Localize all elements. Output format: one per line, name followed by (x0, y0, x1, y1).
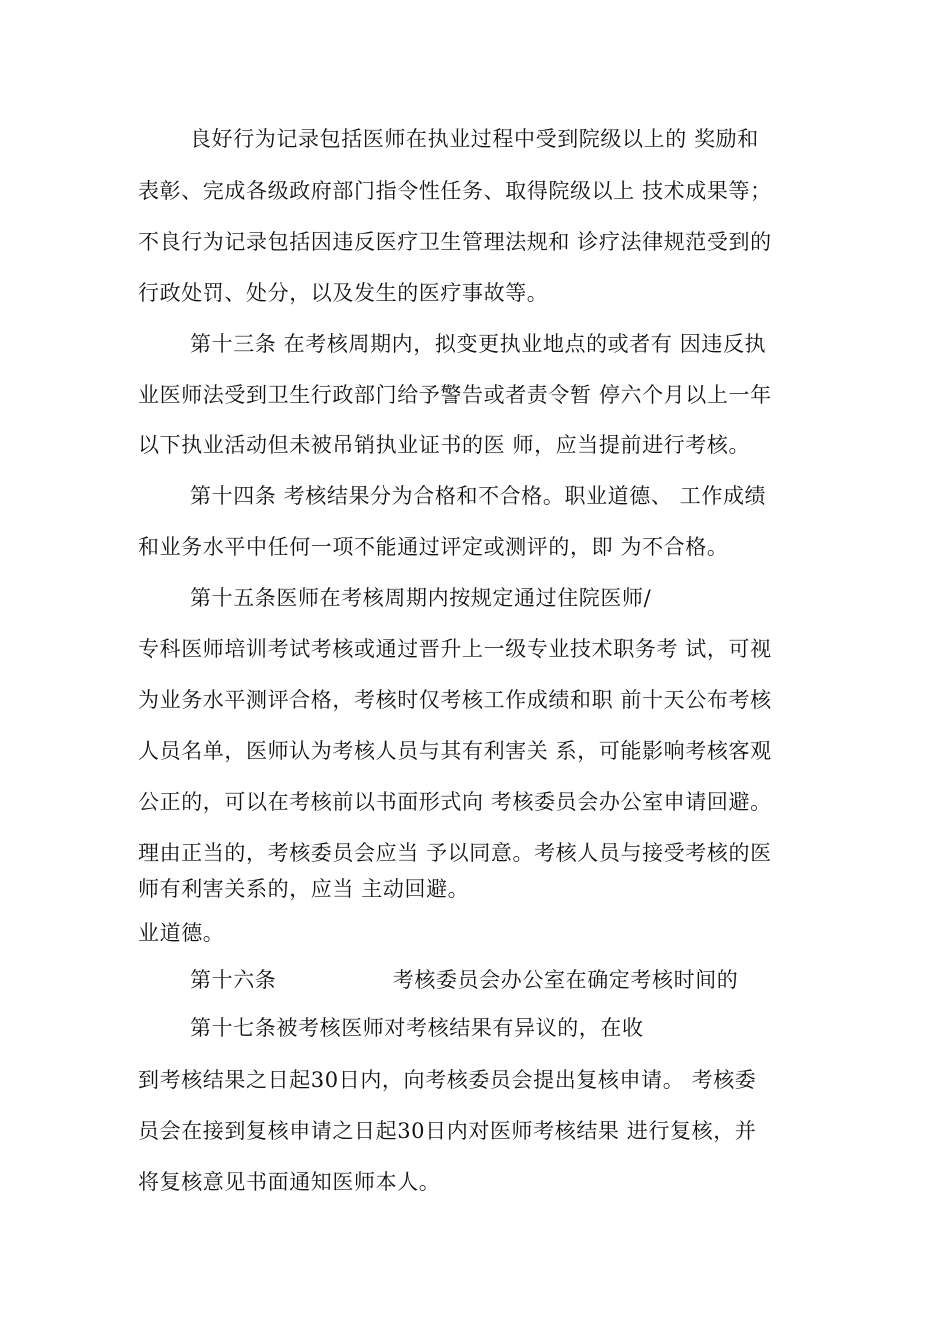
text-line: 行政处罚、处分，以及发生的医疗事故等。 (138, 281, 549, 305)
text-line: 以下执业活动但未被吊销执业证书的医 师，应当提前进行考核。 (138, 433, 751, 457)
text-line: 业医师法受到卫生行政部门给予警告或者责令暂 停六个月以上一年 (138, 383, 772, 407)
text-line: 良好行为记录包括医师在执业过程中受到院级以上的 奖励和 (190, 127, 759, 151)
text-line: 理由正当的，考核委员会应当 予以同意。考核人员与接受考核的医 (138, 841, 772, 865)
text-line: 第十七条被考核医师对考核结果有异议的，在收 (190, 1016, 644, 1040)
text-line: 将复核意见书面通知医师本人。 (138, 1170, 441, 1194)
text-line: 师有利害关系的，应当 主动回避。 (138, 877, 470, 901)
text-line: 专科医师培训考试考核或通过晋升上一级专业技术职务考 试，可视 (138, 637, 772, 661)
text-line: 业道德。 (138, 921, 225, 945)
text-line: 为业务水平测评合格，考核时仅考核工作成绩和职 前十天公布考核 (138, 688, 772, 712)
text-line: 和业务水平中任何一项不能通过评定或测评的，即 为不合格。 (138, 535, 729, 559)
text-line: 第十四条 考核结果分为合格和不合格。职业道德、 工作成绩 (190, 484, 767, 508)
text-line: 公正的，可以在考核前以书面形式向 考核委员会办公室申请回避。 (138, 790, 772, 814)
text-line: 第十六条 考核委员会办公室在确定考核时间的 (190, 968, 739, 992)
text-line: 员会在接到复核申请之日起30日内对医师考核结果 进行复核，并 (138, 1119, 757, 1143)
text-line: 表彰、完成各级政府部门指令性任务、取得院级以上 技术成果等； (138, 179, 772, 203)
text-line: 到考核结果之日起30日内，向考核委员会提出复核申请。 考核委 (138, 1068, 757, 1092)
text-line: 第十五条医师在考核周期内按规定通过住院医师/ (190, 586, 652, 610)
text-line: 不良行为记录包括因违反医疗卫生管理法规和 诊疗法律规范受到的 (138, 230, 772, 254)
text-line: 第十三条 在考核周期内，拟变更执业地点的或者有 因违反执 (190, 332, 767, 356)
text-line: 人员名单，医师认为考核人员与其有利害关 系，可能影响考核客观 (138, 739, 772, 763)
